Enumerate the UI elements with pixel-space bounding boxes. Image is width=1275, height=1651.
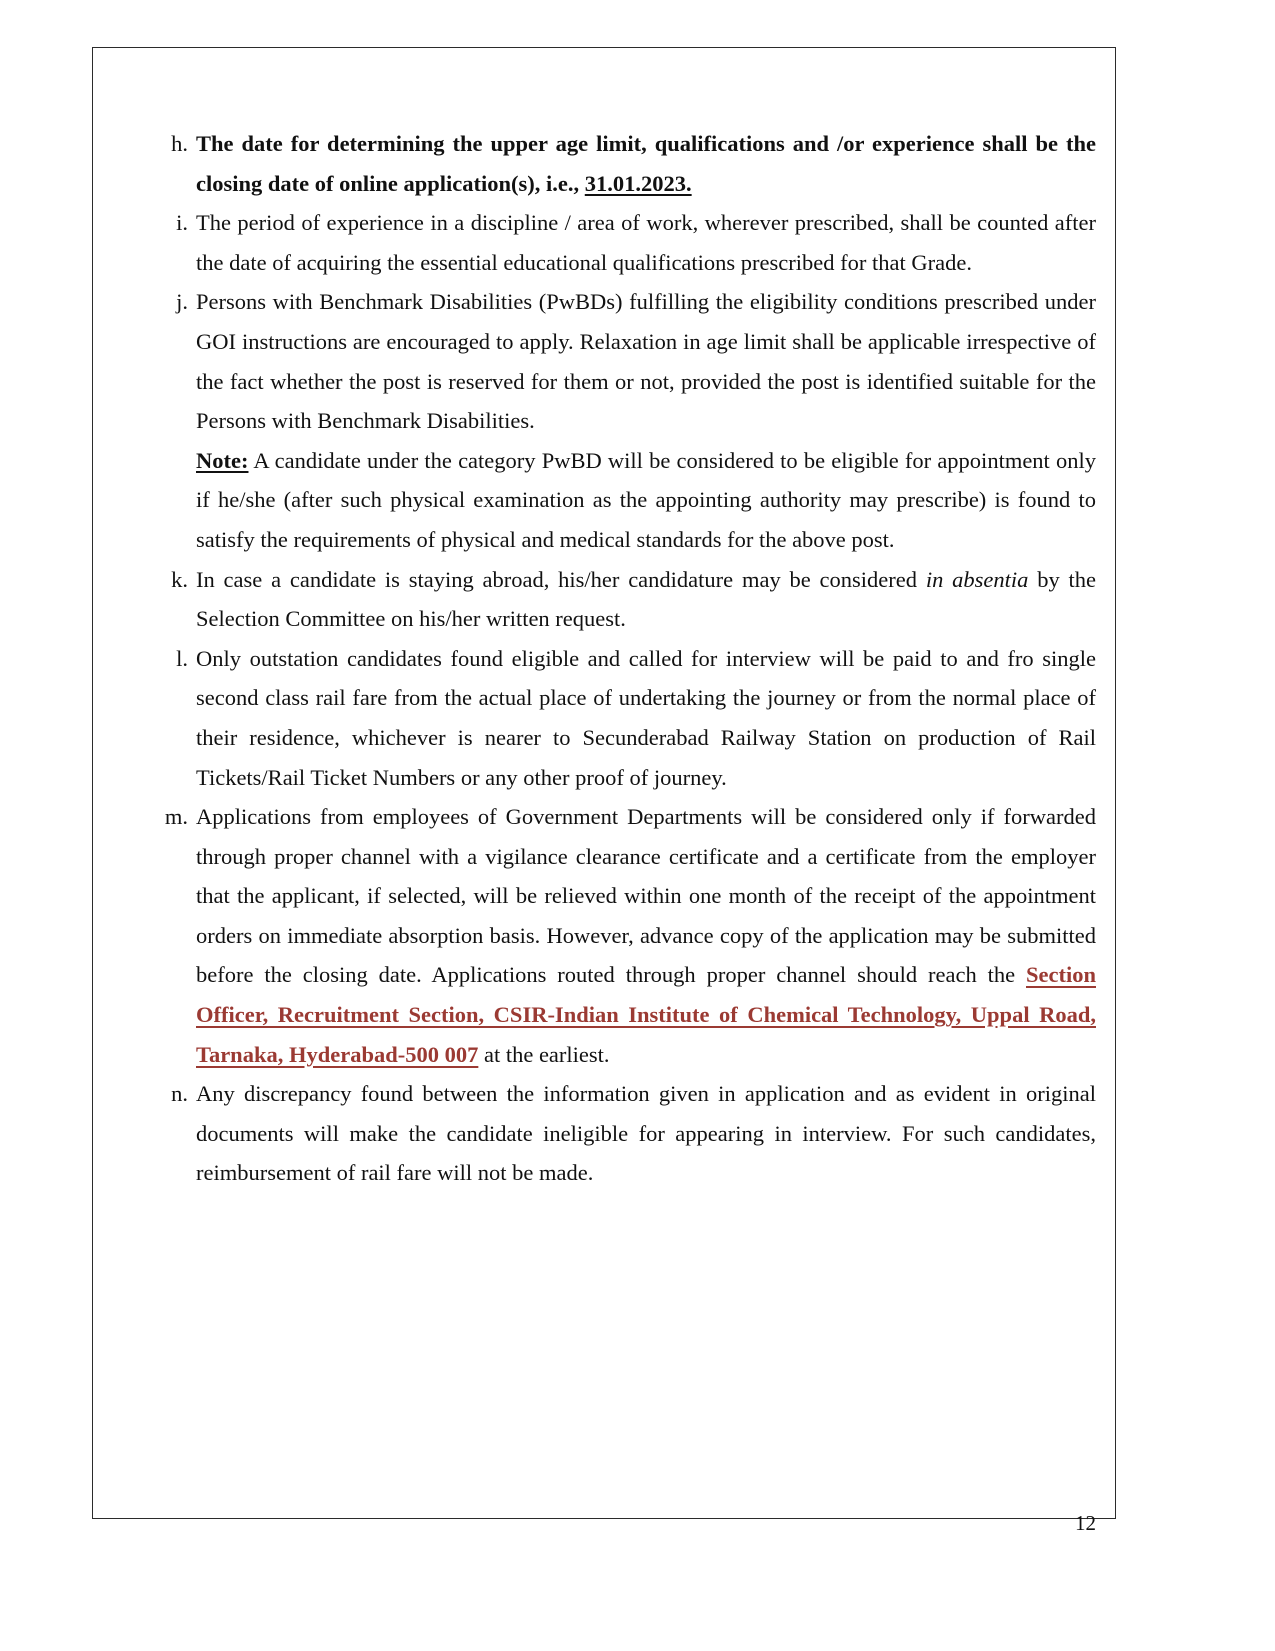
list-item-k (152, 560, 1096, 639)
page-content (152, 124, 1096, 1535)
note-body: A candidate under the category PwBD will be considered to be eligible for appointment only if he/she (after such physical examination as the appointing authority may prescribe) is found to satisfy the requirements of physical and medical standards for the above post. (196, 447, 1096, 552)
list-item-m-text (196, 797, 1096, 1074)
list-item-j-note (196, 441, 1096, 560)
note-label: Note: (196, 447, 249, 473)
lettered-list (152, 124, 1096, 1193)
item-m-suffix: at the earliest. (478, 1041, 610, 1067)
item-k-italic-phrase: in absentia (925, 566, 1029, 592)
list-marker-m: m. (164, 804, 188, 830)
list-marker-i: i. (176, 210, 188, 236)
item-m-prefix: Applications from employees of Government Departments will be considered only if forwarded through proper channel with a vigilance clearance certificate and a certificate from the employer that the applicant, if selected, will be relieved within one month of the receipt of the appointment orders on immediate absorption basis. However, advance copy of the application may be submitted before the closing date. Applications routed through proper channel should reach the (196, 804, 1096, 988)
list-item-h (152, 124, 1096, 203)
list-item-l (152, 639, 1096, 797)
recruitment-office-address: Section Officer, Recruitment Section, CSIR-Indian Institute of Chemical Technology, Uppal Road, Tarnaka, Hyderabad-500 007 (196, 962, 1096, 1067)
list-item-n (152, 1074, 1096, 1193)
item-h-bold-text: The date for determining the upper age limit, qualifications and /or experience shall be the closing date of online application(s), i.e., (196, 131, 1096, 196)
page-number: 12 (1075, 1511, 1096, 1535)
item-k-prefix: In case a candidate is staying abroad, his/her candidature may be considered (196, 566, 926, 592)
list-item-j-text: Persons with Benchmark Disabilities (PwBDs) fulfilling the eligibility conditions prescribed under GOI instructions are encouraged to apply. Relaxation in age limit shall be applicable irrespective of the fact whether the post is reserved for them or not, provided the post is identified suitable for the Persons with Benchmark Disabilities. (196, 289, 1096, 434)
list-item-j (152, 282, 1096, 559)
list-marker-j: j. (176, 289, 188, 315)
list-item-l-text: Only outstation candidates found eligible and called for interview will be paid to and fro single second class rail fare from the actual place of undertaking the journey or from the normal place of their residence, whichever is nearer to Secunderabad Railway Station on production of Rail Tickets/Rail Ticket Numbers or any other proof of journey. (196, 645, 1096, 790)
item-k-suffix: by the Selection Committee on his/her written request. (196, 566, 1096, 632)
list-marker-l: l. (176, 645, 188, 671)
list-item-k-text (196, 560, 1096, 639)
list-item-h-text (196, 124, 1096, 203)
list-marker-n: n. (171, 1081, 188, 1107)
list-marker-k: k. (171, 566, 188, 592)
list-item-i (152, 203, 1096, 282)
list-item-m (152, 797, 1096, 1074)
item-h-closing-date: 31.01.2023. (584, 170, 692, 196)
list-item-n-text: Any discrepancy found between the information given in application and as evident in original documents will make the candidate ineligible for appearing in interview. For such candidates, reimbursement of rail fare will not be made. (196, 1081, 1096, 1186)
list-marker-h: h. (171, 131, 188, 156)
list-item-i-text: The period of experience in a discipline / area of work, wherever prescribed, shall be counted after the date of acquiring the essential educational qualifications prescribed for that Grade. (196, 210, 1096, 275)
